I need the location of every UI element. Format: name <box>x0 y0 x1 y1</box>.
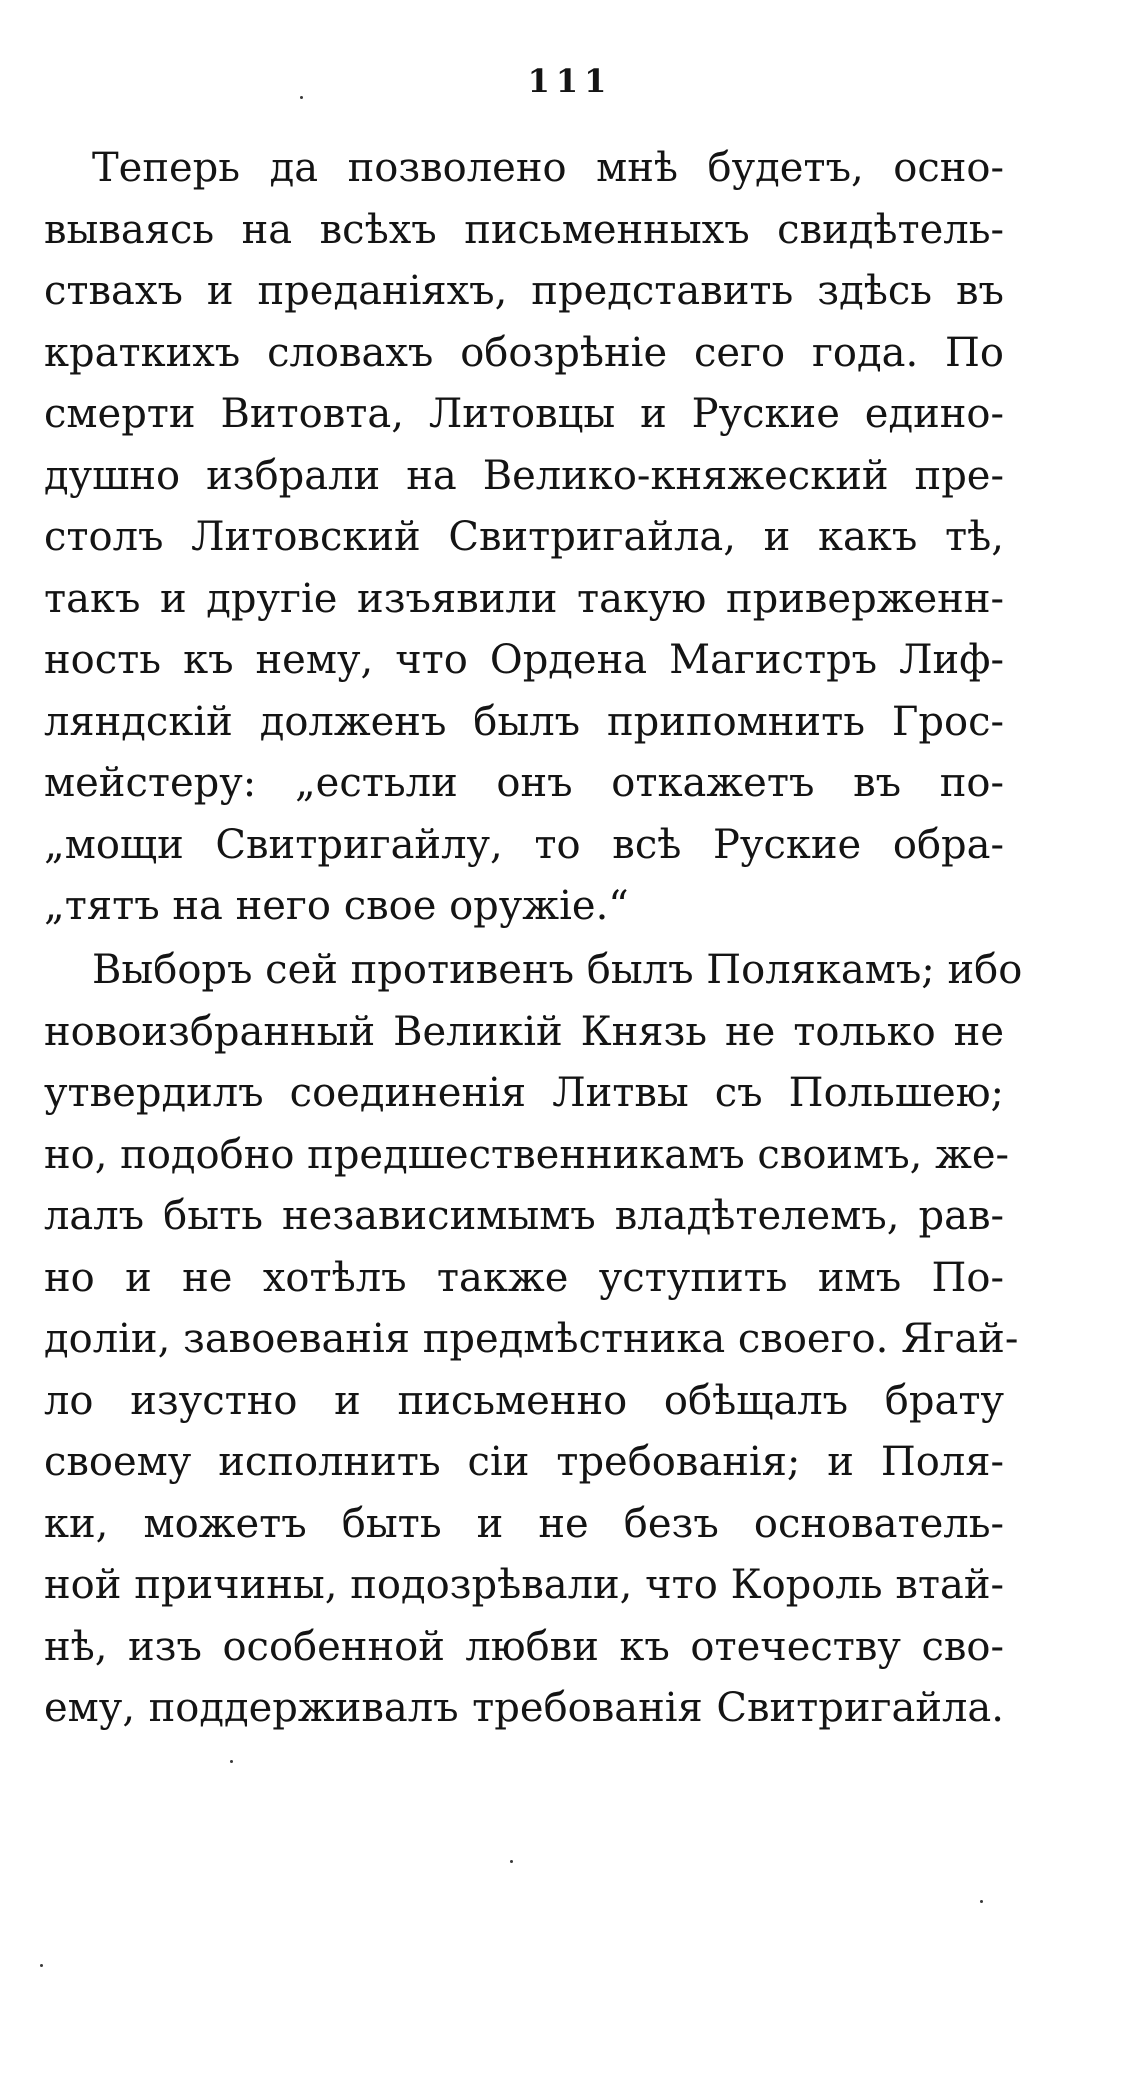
text-line: мейстеру: „естьли онъ откажетъ въ по- <box>44 760 1004 806</box>
page-number: 111 <box>527 62 613 100</box>
print-speck <box>510 1860 513 1863</box>
print-speck <box>980 1900 983 1903</box>
text-line: лалъ быть независимымъ владѣтелемъ, рав- <box>44 1193 1004 1239</box>
text-line: утвердилъ соединенія Литвы съ Польшею; <box>44 1070 1004 1116</box>
text-line: новоизбранный Великій Князь не только не <box>44 1008 1004 1055</box>
paragraph-2 <box>44 940 1023 1740</box>
text-line: ки, можетъ быть и не безъ основатель- <box>44 1500 1004 1547</box>
text-line: смерти Витовта, Литовцы и Руские едино- <box>44 391 1004 437</box>
text-line: ло изустно и письменно обѣщалъ брату <box>44 1377 1004 1424</box>
text-line: столъ Литовский Свитригайла, и какъ тѣ, <box>44 514 1004 560</box>
text-line: Выборъ сей противенъ былъ Полякамъ; ибо <box>92 947 1023 993</box>
text-line: своему исполнить сіи требованія; и Поля- <box>44 1439 1004 1485</box>
text-line: ляндскій долженъ былъ припомнить Грос- <box>44 698 1004 745</box>
text-line: доліи, завоеванія предмѣстника своего. Ягай- <box>44 1316 1019 1362</box>
text-line: но и не хотѣлъ также уступить имъ По- <box>44 1254 1004 1301</box>
text-line: ему, поддерживалъ требованія Свитригайла. <box>44 1685 1004 1731</box>
text-line: душно избрали на Велико-княжеский пре- <box>44 452 1004 499</box>
print-speck <box>230 1760 233 1763</box>
text-line: такъ и другіе изъявили такую приверженн- <box>44 575 1004 622</box>
print-speck <box>300 96 303 99</box>
text-line: „мощи Свитригайлу, то всѣ Руские обра- <box>44 821 1004 868</box>
text-line: вываясь на всѣхъ письменныхъ свидѣтель- <box>44 206 1004 253</box>
text-line: краткихъ словахъ обозрѣніе сего года. По <box>44 329 1004 376</box>
text-line: нѣ, изъ особенной любви къ отечеству сво- <box>44 1623 1004 1670</box>
text-line: ность къ нему, что Ордена Магистръ Лиф- <box>44 637 1004 683</box>
text-line: Теперь да позволено мнѣ будетъ, осно- <box>92 145 1004 191</box>
print-speck <box>40 1964 43 1967</box>
text-line: ствахъ и преданіяхъ, представить здѣсь въ <box>44 268 1004 314</box>
text-line: но, подобно предшественникамъ своимъ, же- <box>44 1131 1010 1178</box>
text-line: „тятъ на него свое оружіе.“ <box>44 883 629 929</box>
text-line: ной причины, подозрѣвали, что Король втай- <box>44 1562 1004 1608</box>
paragraph-1 <box>44 138 1004 938</box>
